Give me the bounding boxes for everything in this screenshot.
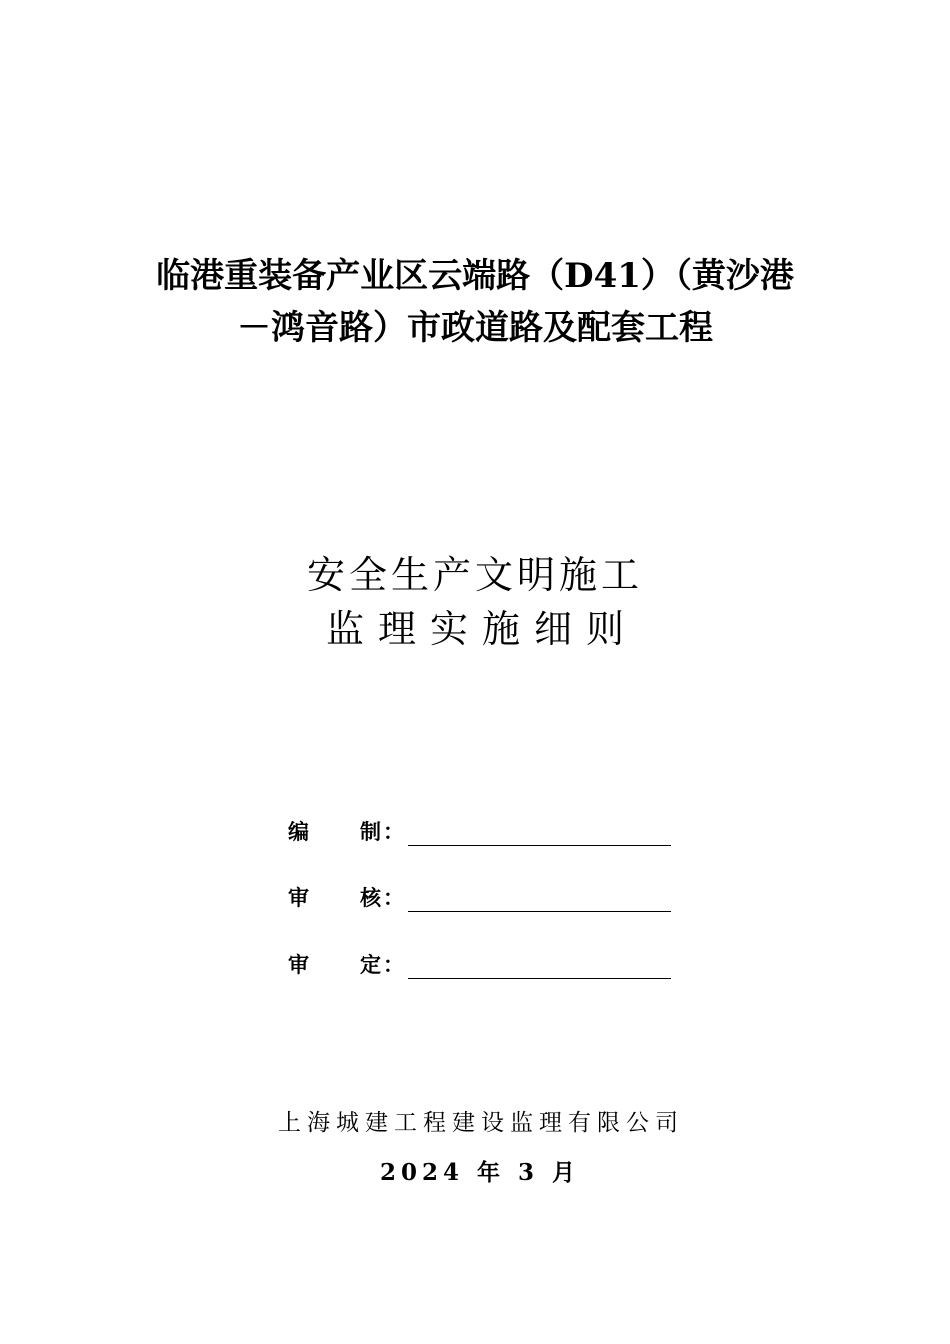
- signoff-reviewed-label-char-2: 核: [360, 885, 381, 910]
- signoff-prepared-line: [408, 845, 671, 846]
- company-name: 上海城建工程建设监理有限公司: [278, 1110, 684, 1136]
- signoff-approved-label-char-1: 审: [288, 952, 309, 977]
- signoff-approved-line: [408, 978, 671, 979]
- signoff-reviewed-colon: ：: [383, 885, 404, 910]
- project-title-line-1: 临港重装备产业区云端路（D41）（黄沙港: [156, 256, 794, 296]
- document-title-line-2: 监理实施细则: [325, 607, 638, 651]
- signoff-prepared-label-char-2: 制: [360, 819, 381, 844]
- signoff-reviewed-label-char-1: 审: [288, 885, 309, 910]
- project-title-line-2: －鸿音路）市政道路及配套工程: [237, 308, 713, 348]
- signoff-prepared-label-char-1: 编: [288, 819, 309, 844]
- project-title: [0, 250, 950, 354]
- signoff-approved-colon: ：: [383, 952, 404, 977]
- document-title: [0, 548, 950, 656]
- signoff-prepared-colon: ：: [383, 819, 404, 844]
- signoff-reviewed-line: [408, 911, 671, 912]
- document-title-line-1: 安全生产文明施工: [306, 553, 643, 597]
- signoff-approved-label-char-2: 定: [360, 952, 381, 977]
- document-date: 2024 年 3 月: [379, 1159, 581, 1186]
